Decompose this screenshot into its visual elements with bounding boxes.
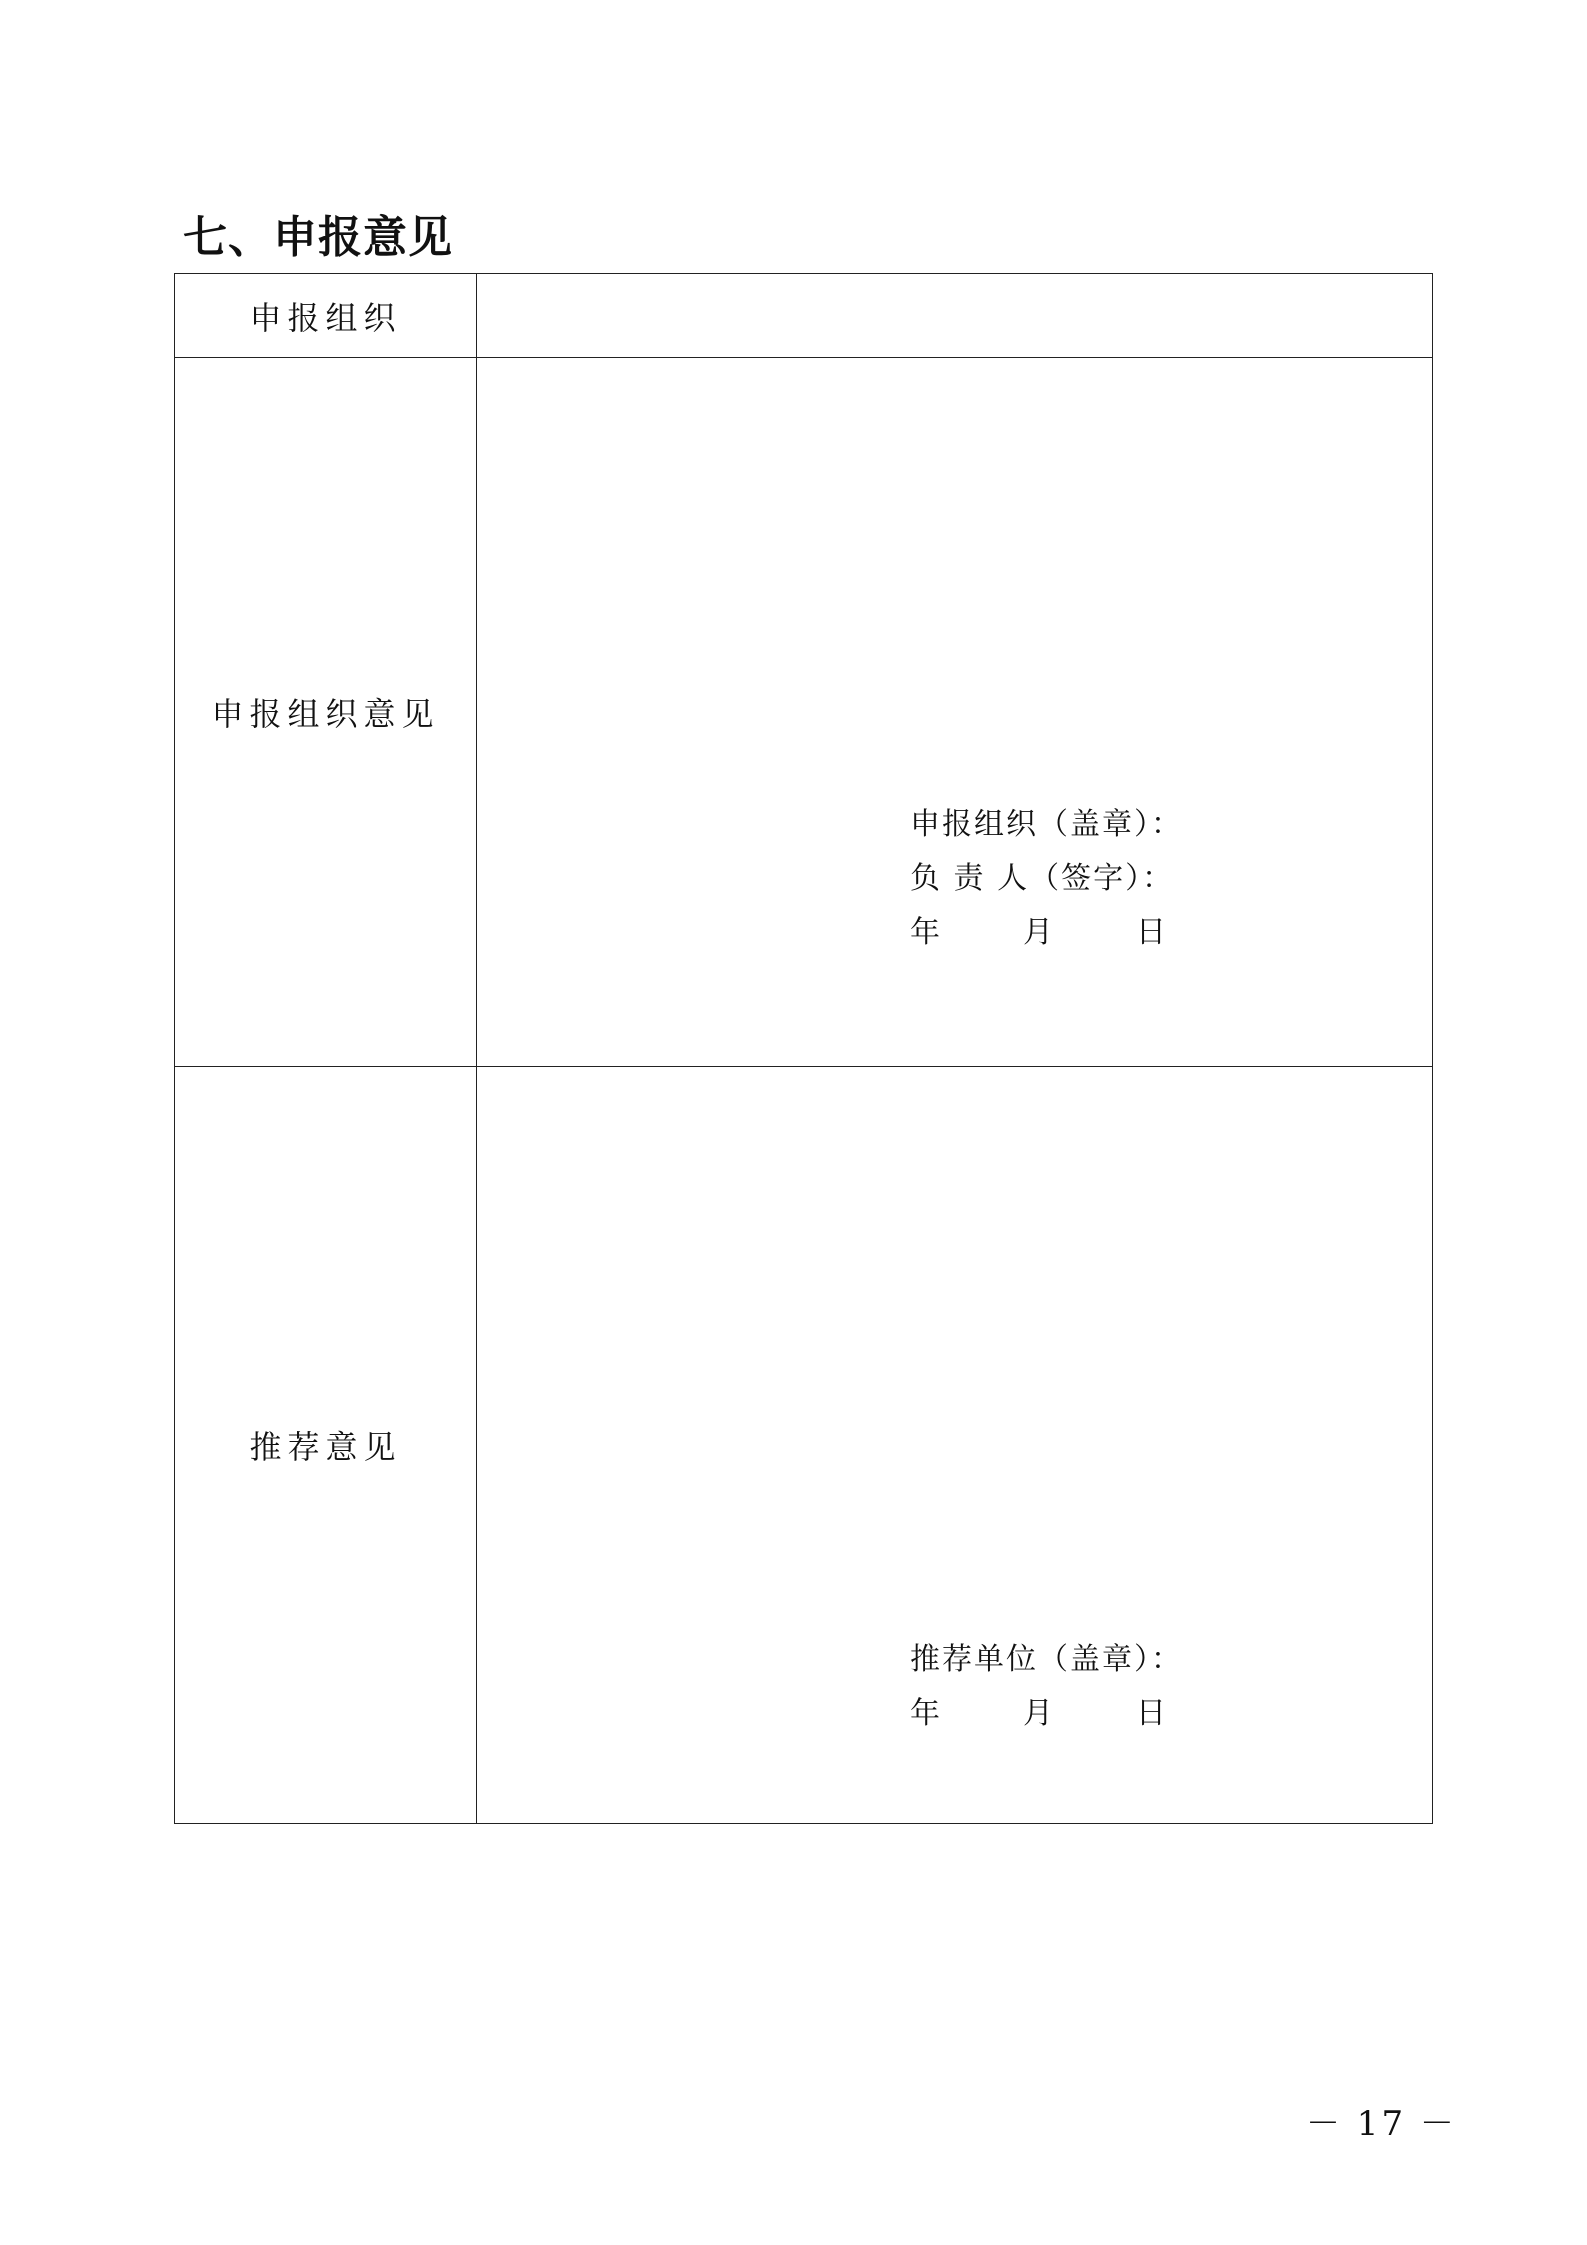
org-signature-block (910, 798, 1183, 960)
recommend-opinion-field[interactable] (477, 1067, 1433, 1824)
table-row-recommend (175, 1067, 1433, 1824)
org-date-line (910, 906, 1168, 960)
recommend-date-day: 日 (1136, 1696, 1168, 1731)
application-opinion-table (174, 273, 1433, 1824)
org-value-field[interactable] (477, 274, 1433, 358)
table-row-org-opinion (175, 358, 1433, 1067)
table-row-org (175, 274, 1433, 358)
org-seal-label: 申报组织（盖章）： (910, 807, 1183, 842)
recommend-date-month: 月 (1023, 1696, 1055, 1731)
recommend-date-line (910, 1687, 1168, 1741)
recommend-seal-label: 推荐单位（盖章）： (910, 1642, 1183, 1677)
org-date-year: 年 (910, 915, 942, 950)
org-opinion-field[interactable] (477, 358, 1433, 1067)
responsible-signature-label: 负 责 人（签字）： (910, 861, 1175, 896)
org-opinion-label: 申报组织意见 (175, 358, 477, 1067)
recommend-signature-block (910, 1633, 1183, 1741)
recommend-date-year: 年 (910, 1696, 942, 1731)
recommend-label: 推荐意见 (175, 1067, 477, 1824)
page-number: － 17 － (1306, 2104, 1457, 2144)
section-title: 七、申报意见 (183, 212, 453, 263)
org-label: 申报组织 (175, 274, 477, 358)
org-date-day: 日 (1136, 915, 1168, 950)
org-date-month: 月 (1023, 915, 1055, 950)
